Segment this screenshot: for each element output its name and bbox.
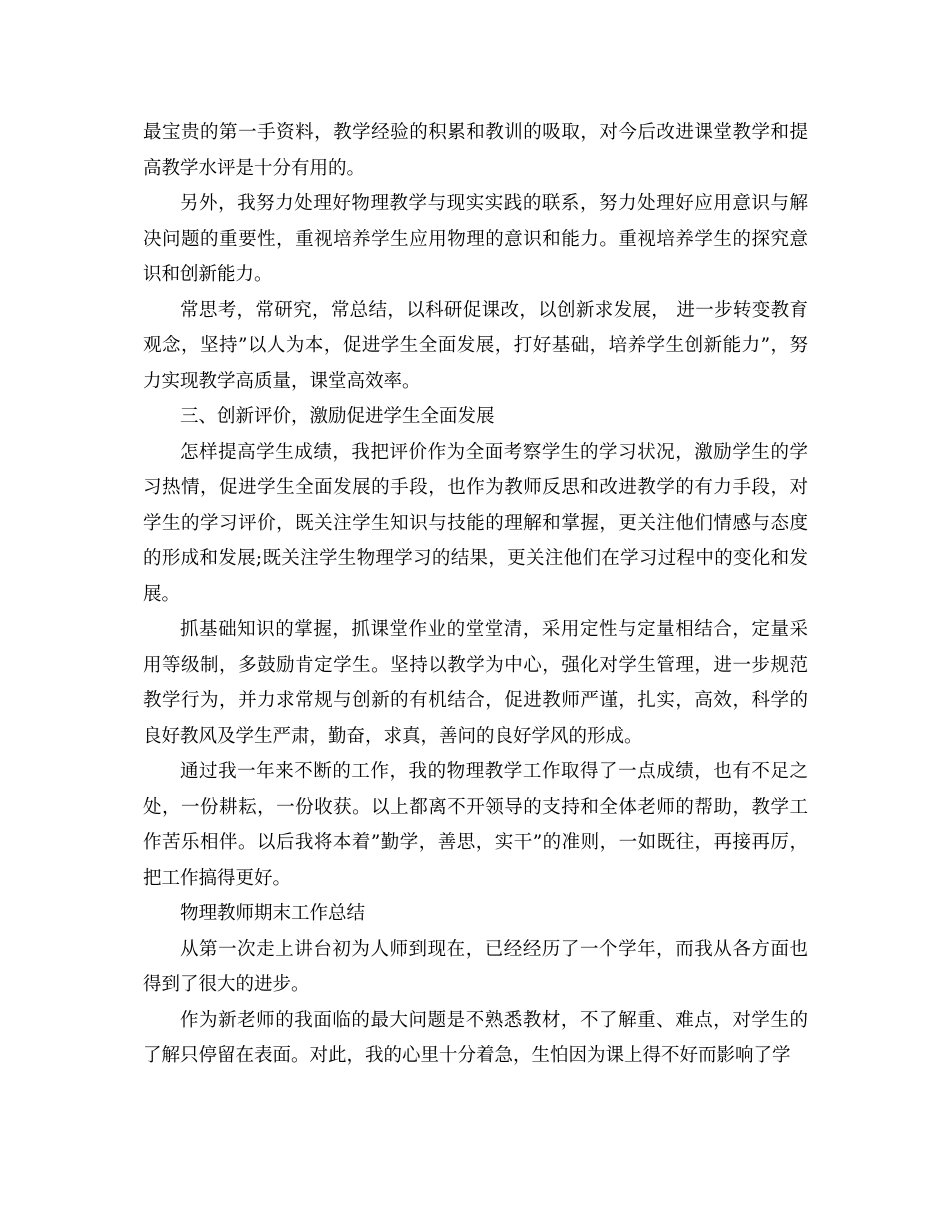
paragraph-summary: 通过我一年来不断的工作，我的物理教学工作取得了一点成绩，也有不足之处，一份耕耘，一份收获。以上都离不开领导的支持和全体老师的帮助，教学工作苦乐相伴。以后我将本着”勤学，善思，实干”的准则，一如既往，再接再厉，把工作搞得更好。 (143, 761, 808, 889)
section-heading-evaluation: 三、创新评价，激励促进学生全面发展 (180, 406, 495, 427)
paragraph-evaluation: 怎样提高学生成绩，我把评价作为全面考察学生的学习状况，激励学生的学习热情，促进学生全面发展的手段，也作为教师反思和改进教学的有力手段，对学生的学习评价，既关注学生知识与技能的理解和掌握，更关注他们情感与态度的形成和发展;既关注学生物理学习的结果，更关注他们在学习过程中的变化和发展。 (143, 441, 808, 605)
paragraph-intro: 从第一次走上讲台初为人师到现在，已经经历了一个学年，而我从各方面也得到了很大的进步。 (143, 938, 808, 995)
paragraph-continuation: 最宝贵的第一手资料，教学经验的积累和教训的吸取，对今后改进课堂教学和提高教学水评是十分有用的。 (143, 122, 808, 179)
paragraph-practice-connection: 另外，我努力处理好物理教学与现实实践的联系，努力处理好应用意识与解决问题的重要性，重视培养学生应用物理的意识和能力。重视培养学生的探究意识和创新能力。 (143, 193, 808, 285)
paragraph-reflection: 常思考，常研究，常总结，以科研促课改，以创新求发展， 进一步转变教育观念，坚持”以人为本，促进学生全面发展，打好基础，培养学生创新能力”，努力实现教学高质量，课堂高效率。 (143, 299, 808, 392)
document-body (143, 115, 808, 1074)
paragraph-new-teacher: 作为新老师的我面临的最大问题是不熟悉教材，不了解重、难点，对学生的了解只停留在表面。对此，我的心里十分着急，生怕因为课上得不好而影响了学 (143, 1009, 808, 1066)
document-title: 物理教师期末工作总结 (180, 903, 366, 924)
paragraph-fundamentals: 抓基础知识的掌握，抓课堂作业的堂堂清，采用定性与定量相结合，定量采用等级制，多鼓励肯定学生。坚持以教学为中心，强化对学生管理，进一步规范教学行为，并力求常规与创新的有机结合，促进教师严谨，扎实，高效，科学的良好教风及学生严肃，勤奋，求真，善问的良好学风的形成。 (143, 619, 808, 747)
